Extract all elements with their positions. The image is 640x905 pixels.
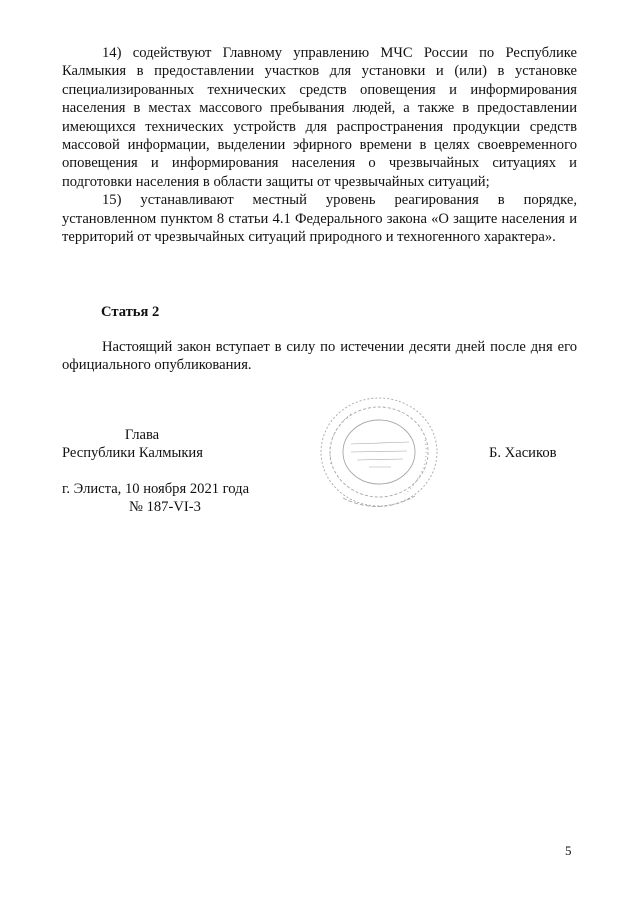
official-seal-stamp: [313, 392, 443, 517]
signatory-title: [62, 426, 212, 463]
article-2-body: [62, 338, 577, 375]
article-2-paragraph: Настоящий закон вступает в силу по истечении десяти дней после дня его официального опубликования.: [62, 339, 577, 374]
article-2-heading: Статья 2: [101, 304, 160, 320]
signatory-name: Б. Хасиков: [489, 445, 557, 461]
place-and-date: г. Элиста, 10 ноября 2021 года: [62, 481, 250, 497]
article1-continuation: [62, 44, 577, 246]
page-number: 5: [565, 843, 572, 858]
item-14-paragraph: 14) содействуют Главному управлению МЧС России по Республике Калмыкия в предоставлении участков для установки и (или) в установке специализированных технических средств оповещения и информирования населения в местах массового пребывания людей, а также в предоставлении имеющихся технических устройств для распространения продукции средств массовой информации, выделении эфирного времени в целях своевременного оповещения и информирования населения о чрезвычайных ситуациях и подготовки населения в области защиты от чрезвычайных ситуаций;: [62, 45, 577, 190]
signatory-title-line2: Республики Калмыкия: [62, 445, 203, 462]
law-number: № 187-VI-3: [129, 499, 201, 515]
signatory-title-line1: Глава: [124, 427, 160, 443]
item-15-paragraph: 15) устанавливают местный уровень реагирования в порядке, установленном пунктом 8 статьи 4.1 Федерального закона «О защите населения и территорий от чрезвычайных ситуаций природного и техногенного характера».: [62, 192, 577, 246]
